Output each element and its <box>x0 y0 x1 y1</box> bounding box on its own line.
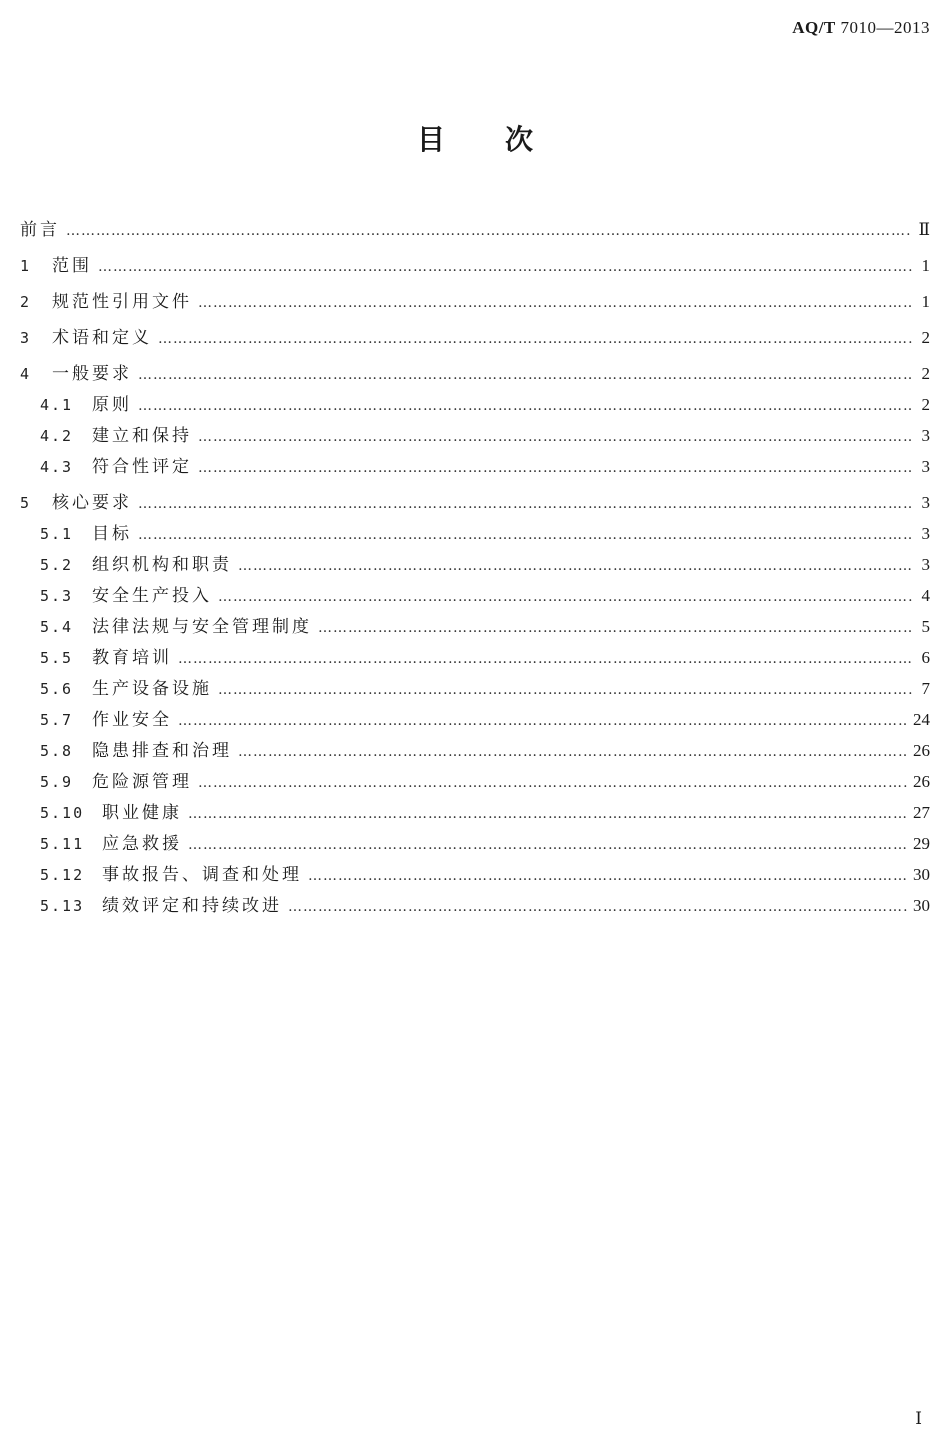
toc-entry-page: 3 <box>921 524 930 543</box>
toc-entry-label: 法律法规与安全管理制度 <box>92 617 312 637</box>
toc-entry[interactable] <box>20 491 930 515</box>
toc-entry[interactable] <box>20 424 930 448</box>
toc-entry-label: 隐患排查和治理 <box>92 741 232 761</box>
toc-entry[interactable] <box>20 739 930 763</box>
toc-entry-number: 5.1 <box>40 525 74 543</box>
toc-entry-page: 7 <box>921 679 930 698</box>
toc-entry-label: 核心要求 <box>52 493 132 513</box>
table-of-contents <box>20 212 930 918</box>
toc-entry-label: 术语和定义 <box>52 328 152 348</box>
toc-entry-label: 一般要求 <box>52 364 132 384</box>
toc-entry[interactable] <box>20 326 930 350</box>
toc-entry[interactable] <box>20 677 930 701</box>
toc-entry-page: 3 <box>921 555 930 574</box>
toc-entry-page: 4 <box>921 586 930 605</box>
toc-entry-label: 目标 <box>92 524 132 544</box>
toc-entry[interactable] <box>20 553 930 577</box>
toc-entry-number: 5.3 <box>40 587 74 605</box>
toc-leader-dots <box>318 616 912 640</box>
toc-entry-page: 3 <box>921 493 930 512</box>
toc-entry-number: 5.5 <box>40 649 74 667</box>
toc-entry-page: 5 <box>921 617 930 636</box>
toc-entry-number: 5.12 <box>40 866 85 884</box>
toc-leader-dots <box>198 291 912 315</box>
toc-entry-number: 4.2 <box>40 427 74 445</box>
toc-entry[interactable] <box>20 615 930 639</box>
toc-entry-number: 4.1 <box>40 396 74 414</box>
toc-entry[interactable] <box>20 584 930 608</box>
toc-entry-label: 绩效评定和持续改进 <box>102 896 282 916</box>
toc-entry-number: 5.9 <box>40 773 74 791</box>
toc-entry-label: 范围 <box>52 256 92 276</box>
toc-entry-label: 建立和保持 <box>92 426 192 446</box>
toc-leader-dots <box>98 255 912 279</box>
toc-entry-label: 前言 <box>20 220 60 240</box>
toc-entry-page: 24 <box>913 710 930 729</box>
toc-leader-dots <box>288 895 907 919</box>
toc-entry-label: 符合性评定 <box>92 457 192 477</box>
toc-entry[interactable] <box>20 801 930 825</box>
toc-leader-dots <box>66 219 912 243</box>
toc-entry-number: 5.6 <box>40 680 74 698</box>
toc-entry[interactable] <box>20 290 930 314</box>
toc-entry-number: 5.10 <box>40 804 85 822</box>
toc-entry-number: 5.2 <box>40 556 74 574</box>
toc-entry[interactable] <box>20 522 930 546</box>
document-code <box>792 18 930 38</box>
toc-entry-number: 4.3 <box>40 458 74 476</box>
toc-entry[interactable] <box>20 254 930 278</box>
toc-entry-label: 教育培训 <box>92 648 172 668</box>
toc-entry-page: 3 <box>921 426 930 445</box>
toc-entry-page: 30 <box>913 896 930 915</box>
toc-entry-label: 规范性引用文件 <box>52 292 192 312</box>
toc-leader-dots <box>178 709 907 733</box>
toc-entry[interactable] <box>20 646 930 670</box>
toc-entry-page: 1 <box>921 292 930 311</box>
toc-leader-dots <box>238 554 912 578</box>
toc-leader-dots <box>308 864 907 888</box>
toc-entry-number: 5.7 <box>40 711 74 729</box>
document-code-number: 7010—2013 <box>840 18 930 37</box>
toc-entry-number: 2 <box>20 293 32 311</box>
toc-entry-page: 2 <box>921 328 930 347</box>
toc-entry-label: 应急救援 <box>102 834 182 854</box>
toc-entry[interactable] <box>20 362 930 386</box>
toc-entry-page: 27 <box>913 803 930 822</box>
toc-leader-dots <box>198 425 912 449</box>
toc-entry-page: 29 <box>913 834 930 853</box>
toc-entry-number: 5.8 <box>40 742 74 760</box>
toc-entry[interactable] <box>20 708 930 732</box>
toc-entry-label: 安全生产投入 <box>92 586 212 606</box>
toc-entry[interactable] <box>20 894 930 918</box>
toc-entry-number: 5.11 <box>40 835 85 853</box>
toc-entry-page: 26 <box>913 772 930 791</box>
toc-leader-dots <box>138 394 912 418</box>
toc-entry-page: 6 <box>921 648 930 667</box>
toc-entry[interactable] <box>20 832 930 856</box>
toc-leader-dots <box>238 740 907 764</box>
toc-entry-number: 1 <box>20 257 32 275</box>
toc-entry-label: 作业安全 <box>92 710 172 730</box>
toc-entry-label: 事故报告、调查和处理 <box>102 865 302 885</box>
document-code-prefix: AQ/T <box>792 18 836 37</box>
toc-entry-page: 3 <box>921 457 930 476</box>
page-number: Ⅰ <box>915 1409 922 1428</box>
toc-entry-label: 生产设备设施 <box>92 679 212 699</box>
toc-entry-number: 5.13 <box>40 897 85 915</box>
toc-leader-dots <box>178 647 912 671</box>
toc-leader-dots <box>218 585 912 609</box>
toc-leader-dots <box>138 363 912 387</box>
toc-leader-dots <box>188 802 907 826</box>
toc-entry-page: 1 <box>921 256 930 275</box>
toc-leader-dots <box>158 327 912 351</box>
toc-leader-dots <box>218 678 912 702</box>
toc-entry-label: 组织机构和职责 <box>92 555 232 575</box>
toc-entry[interactable] <box>20 770 930 794</box>
toc-entry[interactable] <box>20 455 930 479</box>
toc-entry-number: 3 <box>20 329 32 347</box>
toc-leader-dots <box>188 833 907 857</box>
page-title: 目次 <box>416 123 593 156</box>
toc-leader-dots <box>138 523 912 547</box>
toc-entry[interactable] <box>20 863 930 887</box>
toc-entry-number: 4 <box>20 365 32 383</box>
toc-entry-label: 职业健康 <box>102 803 182 823</box>
toc-entry-page: Ⅱ <box>918 220 930 239</box>
toc-entry-page: 2 <box>921 395 930 414</box>
toc-entry-label: 原则 <box>92 395 132 415</box>
toc-entry[interactable] <box>20 393 930 417</box>
toc-leader-dots <box>198 771 907 795</box>
toc-entry[interactable] <box>20 218 930 242</box>
toc-leader-dots <box>198 456 912 480</box>
toc-entry-label: 危险源管理 <box>92 772 192 792</box>
toc-entry-page: 2 <box>921 364 930 383</box>
toc-entry-number: 5.4 <box>40 618 74 636</box>
toc-entry-number: 5 <box>20 494 32 512</box>
toc-entry-page: 26 <box>913 741 930 760</box>
toc-leader-dots <box>138 492 912 516</box>
toc-entry-page: 30 <box>913 865 930 884</box>
